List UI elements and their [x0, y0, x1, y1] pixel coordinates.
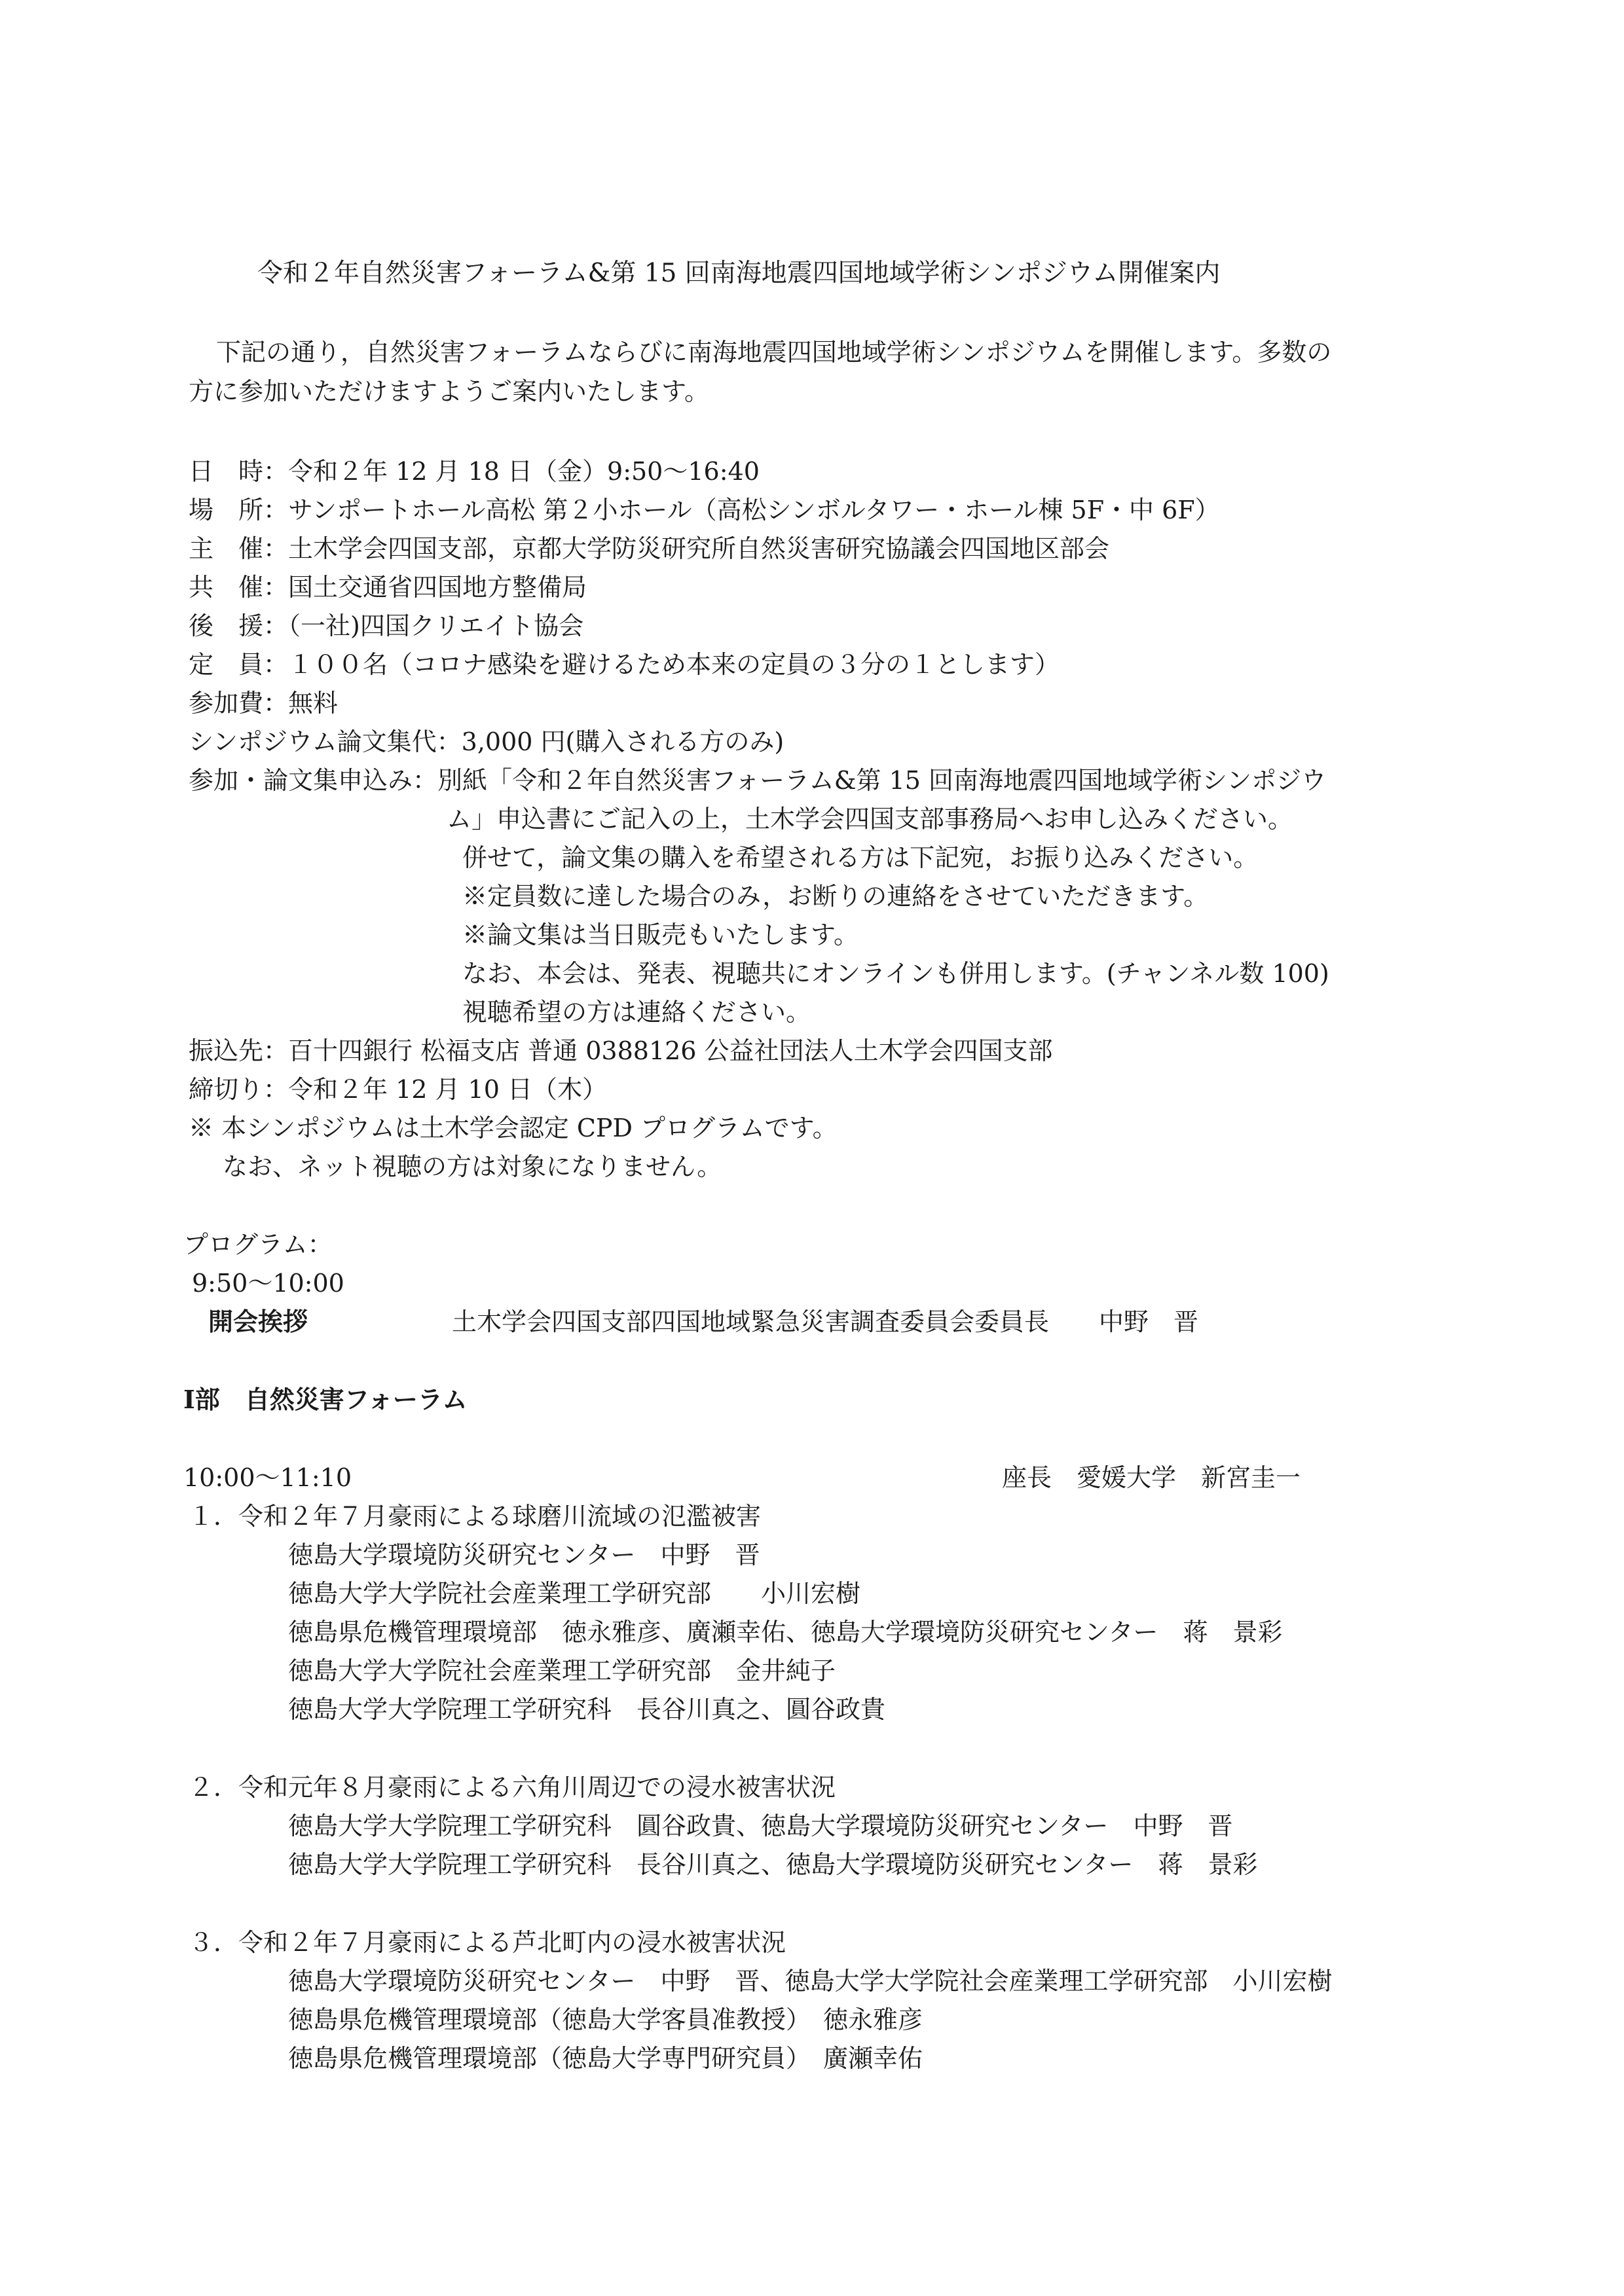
application-line-5: ※論文集は当日販売もいたします。	[462, 920, 858, 949]
opening-time: 9:50～10:00	[192, 1269, 344, 1298]
item-3-author-1: 徳島大学環境防災研究センター 中野 晋、徳島大学大学院社会産業理工学研究部 小川宏樹	[288, 1967, 1333, 1995]
item-2-author-1: 徳島大学大学院理工学研究科 圓谷政貴、徳島大学環境防災研究センター 中野 晋	[288, 1812, 1233, 1840]
item-1-title: １．令和２年７月豪雨による球磨川流域の氾濫被害	[189, 1502, 762, 1531]
detail-venue: 場 所：サンポートホール高松 第２小ホール（高松シンボルタワー・ホール棟 5F・中 6F）	[189, 496, 1220, 524]
item-2-author-2: 徳島大学大学院理工学研究科 長谷川真之、徳島大学環境防災研究センター 蒋 景彩	[288, 1850, 1258, 1879]
application-line-3: 併せて，論文集の購入を希望される方は下記宛，お振り込みください。	[462, 843, 1259, 872]
detail-support: 後 援：（一社)四国クリエイト協会	[189, 611, 584, 640]
detail-deadline: 締切り：令和２年 12 月 10 日（木）	[189, 1075, 608, 1104]
detail-transfer: 振込先：百十四銀行 松福支店 普通 0388126 公益社団法人土木学会四国支部	[189, 1036, 1053, 1065]
detail-organizer: 主 催：土木学会四国支部，京都大学防災研究所自然災害研究協議会四国地区部会	[189, 534, 1110, 563]
item-1-author-5: 徳島大学大学院理工学研究科 長谷川真之、圓谷政貴	[288, 1695, 886, 1724]
application-line-4: ※定員数に達した場合のみ，お断りの連絡をさせていただきます。	[462, 882, 1209, 911]
intro-line-1: 下記の通り，自然災害フォーラムならびに南海地震四国地域学術シンポジウムを開催します。多数の	[216, 338, 1332, 367]
document-title: 令和２年自然災害フォーラム&第 15 回南海地震四国地域学術シンポジウム開催案内	[257, 259, 1221, 288]
detail-capacity: 定 員：１００名（コロナ感染を避けるため本来の定員の３分の１とします）	[189, 650, 1060, 679]
application-line-6: なお、本会は、発表、視聴共にオンラインも併用します。(チャンネル数 100)	[462, 959, 1329, 988]
cpd-note-2: なお、ネット視聴の方は対象になりません。	[223, 1152, 722, 1181]
item-1-author-4: 徳島大学大学院社会産業理工学研究部 金井純子	[288, 1656, 836, 1685]
opening-speaker: 土木学会四国支部四国地域緊急災害調査委員会委員長 中野 晋	[452, 1307, 1199, 1336]
part1-time: 10:00～11:10	[183, 1463, 352, 1492]
detail-fee: 参加費：無料	[189, 689, 339, 718]
item-1-author-2: 徳島大学大学院社会産業理工学研究部 小川宏樹	[288, 1579, 861, 1608]
item-3-author-2: 徳島県危機管理環境部（徳島大学客員准教授） 徳永雅彦	[288, 2005, 923, 2034]
part1-chair: 座長 愛媛大学 新宮圭一	[1002, 1463, 1301, 1492]
item-3-author-3: 徳島県危機管理環境部（徳島大学専門研究員） 廣瀬幸佑	[288, 2044, 923, 2073]
application-line-2: ム」申込書にご記入の上，土木学会四国支部事務局へお申し込みください。	[447, 805, 1293, 833]
item-3-title: ３．令和２年７月豪雨による芦北町内の浸水被害状況	[189, 1928, 786, 1957]
item-1-author-3: 徳島県危機管理環境部 徳永雅彦、廣瀬幸佑、徳島大学環境防災研究センター 蒋 景彩	[288, 1618, 1283, 1647]
intro-line-2: 方に参加いただけますようご案内いたします。	[189, 377, 709, 406]
detail-datetime: 日 時：令和２年 12 月 18 日（金）9:50～16:40	[189, 457, 760, 486]
detail-co-organizer: 共 催：国土交通省四国地方整備局	[189, 573, 587, 602]
program-heading: プログラム：	[183, 1230, 333, 1259]
cpd-note: ※ 本シンポジウムは土木学会認定 CPD プログラムです。	[189, 1114, 838, 1142]
detail-proceedings-fee: シンポジウム論文集代：3,000 円(購入される方のみ)	[189, 727, 784, 756]
item-2-title: ２．令和元年８月豪雨による六角川周辺での浸水被害状況	[189, 1773, 836, 1802]
application-line-7: 視聴希望の方は連絡ください。	[462, 998, 811, 1027]
opening-label: 開会挨拶	[208, 1307, 308, 1336]
item-1-author-1: 徳島大学環境防災研究センター 中野 晋	[288, 1540, 760, 1569]
part1-heading: Ⅰ部 自然災害フォーラム	[183, 1385, 468, 1414]
application-line-1: 参加・論文集申込み：別紙「令和２年自然災害フォーラム&第 15 回南海地震四国地域学術シンポジウ	[189, 766, 1327, 795]
